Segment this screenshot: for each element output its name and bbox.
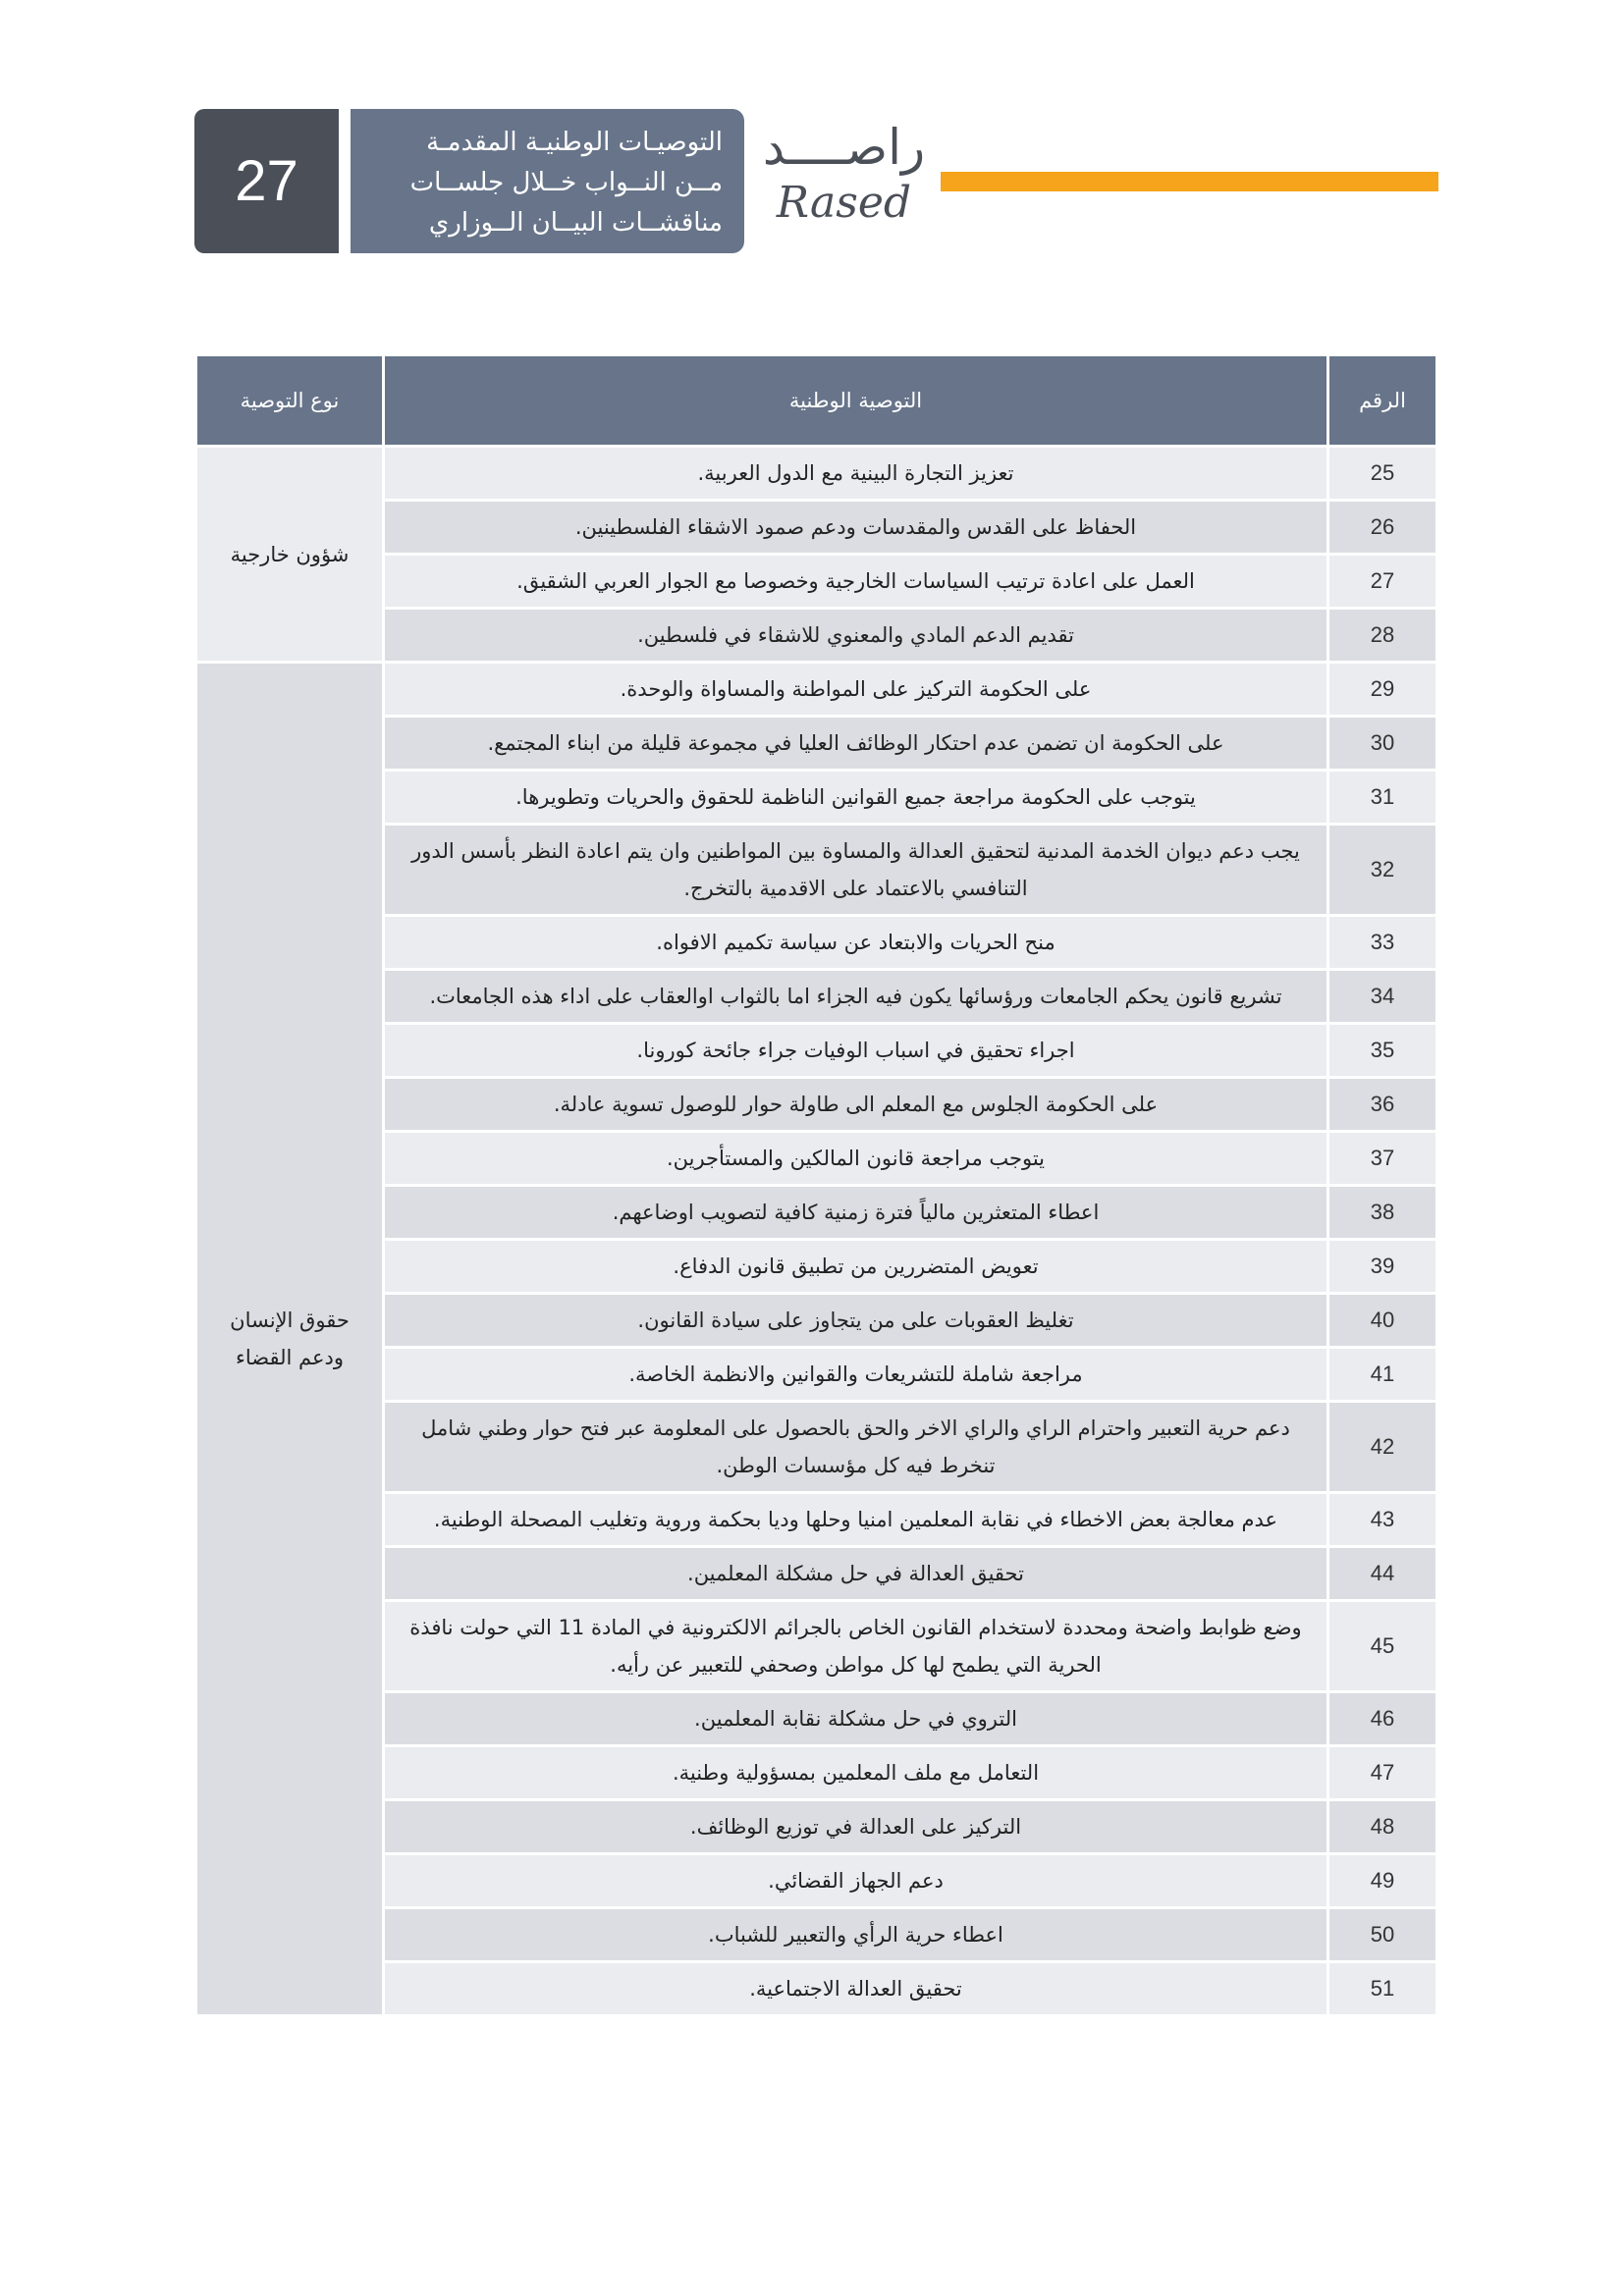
table-row <box>197 1349 1435 1400</box>
recommendation-text: دعم الجهاز القضائي. <box>385 1855 1326 1906</box>
recommendation-text: يتوجب مراجعة قانون المالكين والمستأجرين. <box>385 1133 1326 1184</box>
recommendation-text: مراجعة شاملة للتشريعات والقوانين والانظمة الخاصة. <box>385 1349 1326 1400</box>
table-row <box>197 1025 1435 1076</box>
recommendation-text: تحقيق العدالة الاجتماعية. <box>385 1963 1326 2014</box>
row-number: 41 <box>1329 1349 1435 1400</box>
row-number: 30 <box>1329 718 1435 769</box>
logo-arabic: راصــــد <box>762 119 926 176</box>
column-header-number: الرقم <box>1329 356 1435 445</box>
table-row <box>197 971 1435 1022</box>
title-line: مناقشــات البيــان الــوزاري <box>428 208 723 238</box>
table-row <box>197 610 1435 661</box>
table-row <box>197 1494 1435 1545</box>
row-number: 43 <box>1329 1494 1435 1545</box>
table-row <box>197 1241 1435 1292</box>
recommendation-text: الحفاظ على القدس والمقدسات ودعم صمود الاشقاء الفلسطينين. <box>385 502 1326 553</box>
recommendation-text: منح الحريات والابتعاد عن سياسة تكميم الافواه. <box>385 917 1326 968</box>
row-number: 27 <box>1329 556 1435 607</box>
table-row <box>197 1801 1435 1852</box>
recommendation-text: عدم معالجة بعض الاخطاء في نقابة المعلمين امنيا وحلها وديا بحكمة وروية وتغليب المصحلة الوطنية. <box>385 1494 1326 1545</box>
table-row <box>197 1187 1435 1238</box>
row-number: 44 <box>1329 1548 1435 1599</box>
recommendation-type: حقوق الإنسان ودعم القضاء <box>197 664 382 2014</box>
row-number: 51 <box>1329 1963 1435 2014</box>
recommendation-text: يجب دعم ديوان الخدمة المدنية لتحقيق العدالة والمساوة بين المواطنين وان يتم اعادة النظر بأسس الدور التنافسي بالاعتماد على الاقدمية بالتخرج. <box>385 826 1326 914</box>
recommendation-text: تعزيز التجارة البينية مع الدول العربية. <box>385 448 1326 499</box>
recommendations-table <box>194 353 1438 2017</box>
recommendation-text: التروي في حل مشكلة نقابة المعلمين. <box>385 1693 1326 1744</box>
table-row <box>197 1602 1435 1690</box>
recommendation-text: التعامل مع ملف المعلمين بمسؤولية وطنية. <box>385 1747 1326 1798</box>
recommendation-text: دعم حرية التعبير واحترام الراي والراي الاخر والحق بالحصول على المعلومة عبر فتح حوار وطني شامل تنخرط فيه كل مؤسسات الوطن. <box>385 1403 1326 1491</box>
recommendation-text: تغليظ العقوبات على من يتجاوز على سيادة القانون. <box>385 1295 1326 1346</box>
recommendation-text: تعويض المتضررين من تطبيق قانون الدفاع. <box>385 1241 1326 1292</box>
row-number: 39 <box>1329 1241 1435 1292</box>
row-number: 38 <box>1329 1187 1435 1238</box>
column-header-recommendation: التوصية الوطنية <box>385 356 1326 445</box>
table-row <box>197 718 1435 769</box>
recommendation-text: اعطاء المتعثرين مالياً فترة زمنية كافية لتصويب اوضاعهم. <box>385 1187 1326 1238</box>
table-row <box>197 1855 1435 1906</box>
table-row <box>197 1079 1435 1130</box>
table-row <box>197 1403 1435 1491</box>
row-number: 40 <box>1329 1295 1435 1346</box>
recommendation-text: وضع ظوابط واضحة ومحددة لاستخدام القانون الخاص بالجرائم الالكترونية في المادة 11 التي حولت نافذة الحرية التي يطمح لها كل مواطن وصحفي للتعبير عن رأيه. <box>385 1602 1326 1690</box>
table-row <box>197 664 1435 715</box>
row-number: 32 <box>1329 826 1435 914</box>
recommendation-text: تشريع قانون يحكم الجامعات ورؤسائها يكون فيه الجزاء اما بالثواب اوالعقاب على اداء هذه الجامعات. <box>385 971 1326 1022</box>
column-header-type: نوع التوصية <box>197 356 382 445</box>
recommendation-text: على الحكومة الجلوس مع المعلم الى طاولة حوار للوصول تسوية عادلة. <box>385 1079 1326 1130</box>
row-number: 26 <box>1329 502 1435 553</box>
recommendation-text: اجراء تحقيق في اسباب الوفيات جراء جائحة كورونا. <box>385 1025 1326 1076</box>
recommendation-text: تحقيق العدالة في حل مشكلة المعلمين. <box>385 1548 1326 1599</box>
title-line: التوصيـات الوطنيـة المقدمـة <box>426 128 723 157</box>
row-number: 45 <box>1329 1602 1435 1690</box>
row-number: 33 <box>1329 917 1435 968</box>
row-number: 36 <box>1329 1079 1435 1130</box>
row-number: 25 <box>1329 448 1435 499</box>
table-row <box>197 448 1435 499</box>
row-number: 35 <box>1329 1025 1435 1076</box>
recommendation-type: شؤون خارجية <box>197 448 382 661</box>
accent-bar <box>941 172 1438 191</box>
row-number: 37 <box>1329 1133 1435 1184</box>
row-number: 42 <box>1329 1403 1435 1491</box>
recommendation-text: العمل على اعادة ترتيب السياسات الخارجية وخصوصا مع الجوار العربي الشقيق. <box>385 556 1326 607</box>
table-row <box>197 772 1435 823</box>
title-line: مــن النــواب خــلال جلســات <box>409 168 723 197</box>
row-number: 47 <box>1329 1747 1435 1798</box>
row-number: 34 <box>1329 971 1435 1022</box>
table-row <box>197 1133 1435 1184</box>
logo-english: Rased <box>776 178 912 228</box>
row-number: 48 <box>1329 1801 1435 1852</box>
table-row <box>197 1747 1435 1798</box>
table-row <box>197 1295 1435 1346</box>
recommendation-text: على الحكومة التركيز على المواطنة والمساواة والوحدة. <box>385 664 1326 715</box>
recommendation-text: التركيز على العدالة في توزيع الوظائف. <box>385 1801 1326 1852</box>
rased-logo <box>758 116 930 243</box>
row-number: 29 <box>1329 664 1435 715</box>
row-number: 46 <box>1329 1693 1435 1744</box>
row-number: 31 <box>1329 772 1435 823</box>
table-row <box>197 1548 1435 1599</box>
table-row <box>197 826 1435 914</box>
recommendation-text: يتوجب على الحكومة مراجعة جميع القوانين الناظمة للحقوق والحريات وتطويرها. <box>385 772 1326 823</box>
recommendation-text: على الحكومة ان تضمن عدم احتكار الوظائف العليا في مجموعة قليلة من ابناء المجتمع. <box>385 718 1326 769</box>
recommendation-text: تقديم الدعم المادي والمعنوي للاشقاء في فلسطين. <box>385 610 1326 661</box>
table-row <box>197 917 1435 968</box>
row-number: 50 <box>1329 1909 1435 1960</box>
row-number: 28 <box>1329 610 1435 661</box>
row-number: 49 <box>1329 1855 1435 1906</box>
report-title <box>351 109 744 253</box>
table-row <box>197 1693 1435 1744</box>
recommendation-text: اعطاء حرية الرأي والتعبير للشباب. <box>385 1909 1326 1960</box>
page-number: 27 <box>194 109 339 253</box>
table-row <box>197 556 1435 607</box>
table-row <box>197 502 1435 553</box>
table-row <box>197 1909 1435 1960</box>
table-row <box>197 1963 1435 2014</box>
